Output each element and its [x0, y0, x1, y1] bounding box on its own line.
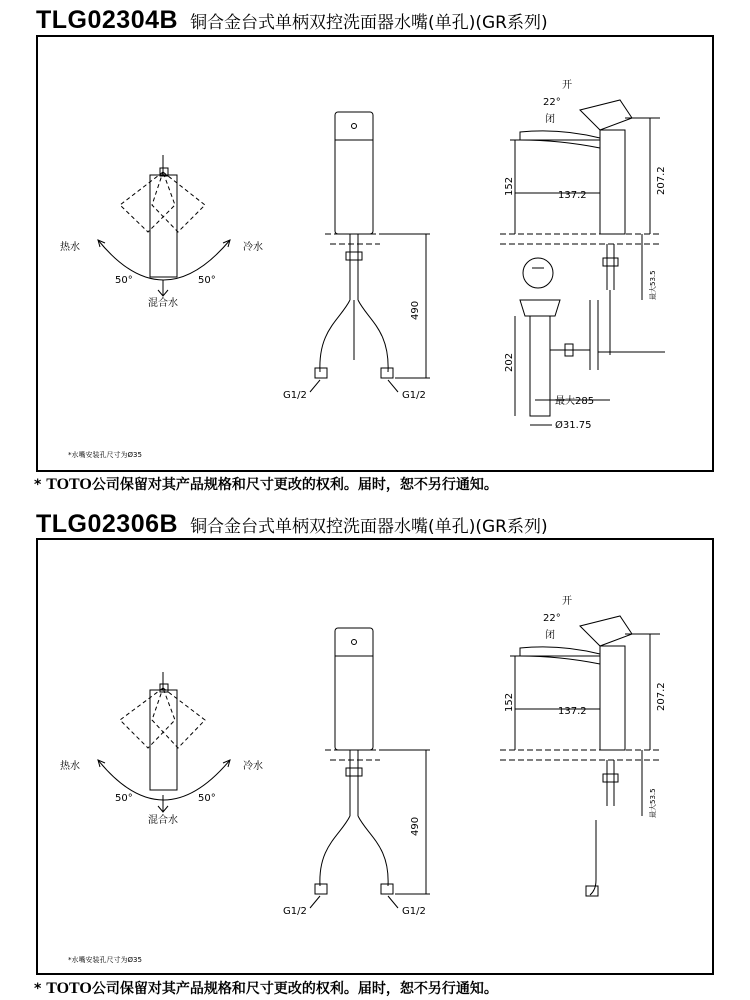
close-label: 闭 [545, 630, 555, 641]
faucet-body-front-view [600, 646, 625, 750]
install-hole-note: *水嘴安装孔尺寸为Ø35 [68, 956, 142, 964]
drain-diameter-dim: Ø31.75 [555, 420, 592, 431]
thread-right-label: G1/2 [402, 906, 426, 917]
model-number: TLG02304B [36, 6, 179, 34]
drain-height-dim: 202 [504, 352, 515, 372]
footer-star: * [34, 477, 42, 493]
max-deck-dim: 最大53.5 [649, 270, 657, 300]
mixed-water-label: 混合水 [148, 298, 178, 309]
faucet-body-top-view [150, 690, 177, 790]
cold-water-label: 冷水 [243, 242, 263, 253]
open-label: 开 [562, 80, 572, 91]
angle-right-label: 50° [198, 793, 216, 804]
brand-name: TOTO [46, 980, 92, 997]
footer-text: 公司保留对其产品规格和尺寸更改的权利。届时，恕不另行通知。 [91, 981, 498, 997]
max-deck-dim: 最大53.5 [649, 788, 657, 818]
reach-dim: 137.2 [558, 190, 587, 201]
hot-water-label: 热水 [60, 242, 80, 253]
mixed-water-label: 混合水 [148, 815, 178, 826]
angle-left-label: 50° [115, 275, 133, 286]
thread-left-label: G1/2 [283, 390, 307, 401]
model-number: TLG02306B [36, 510, 179, 538]
faucet-body-side-view [335, 628, 373, 750]
total-height-dim: 207.2 [656, 166, 667, 195]
thread-right-label: G1/2 [402, 390, 426, 401]
angle-left-label: 50° [115, 793, 133, 804]
close-label: 闭 [545, 114, 555, 125]
spout-height-dim: 152 [504, 692, 515, 712]
hot-water-label: 热水 [60, 761, 80, 772]
thread-left-label: G1/2 [283, 906, 307, 917]
product-description: 铜合金台式单柄双控洗面器水嘴(单孔)(GR系列) [190, 13, 548, 33]
reach-dim: 137.2 [558, 706, 587, 717]
spout-height-dim: 152 [504, 176, 515, 196]
tilt-angle-label: 22° [543, 613, 561, 624]
brand-name: TOTO [46, 476, 92, 493]
footer-note-2 [34, 978, 498, 998]
product-description: 铜合金台式单柄双控洗面器水嘴(单孔)(GR系列) [190, 517, 548, 537]
total-height-dim: 207.2 [656, 682, 667, 711]
max-drain-dim: 最大285 [555, 396, 595, 407]
install-hole-note: *水嘴安装孔尺寸为Ø35 [68, 451, 142, 459]
angle-right-label: 50° [198, 275, 216, 286]
footer-star: * [34, 981, 42, 997]
tilt-angle-label: 22° [543, 97, 561, 108]
pipe-length-dim: 490 [410, 300, 421, 320]
cold-water-label: 冷水 [243, 761, 263, 772]
open-label: 开 [562, 596, 572, 607]
footer-text: 公司保留对其产品规格和尺寸更改的权利。届时，恕不另行通知。 [91, 477, 498, 493]
pipe-length-dim: 490 [410, 816, 421, 836]
